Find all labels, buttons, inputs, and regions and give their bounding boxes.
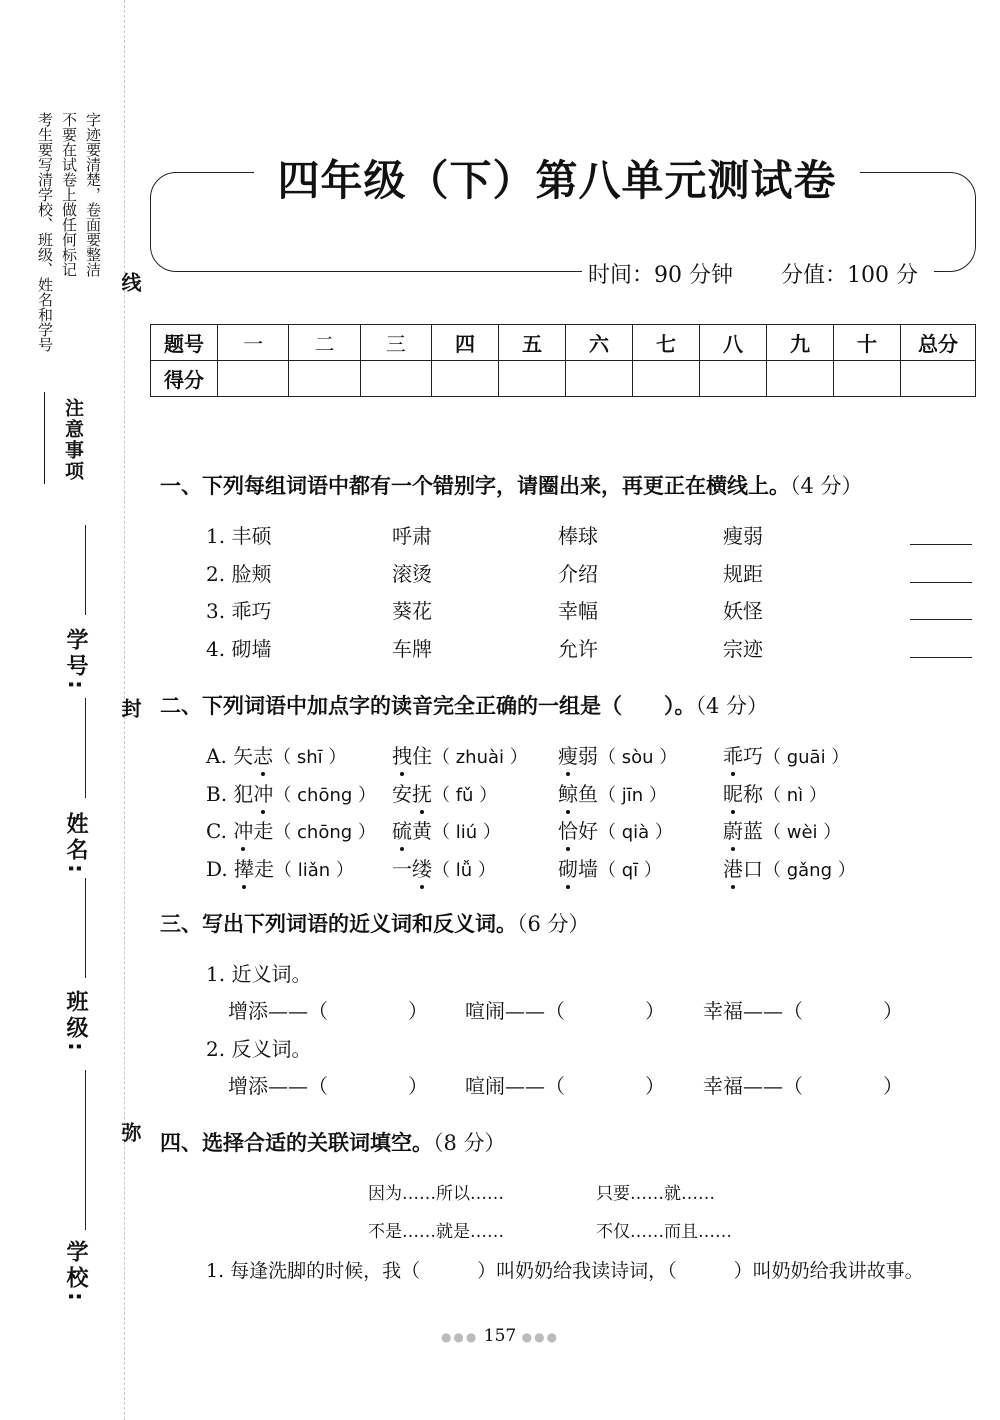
column-header: 十 bbox=[834, 325, 901, 361]
pinyin: （ sòu ） bbox=[598, 747, 678, 768]
score-cell[interactable] bbox=[289, 361, 360, 397]
pinyin: （ gǎng ） bbox=[763, 859, 856, 881]
q1-answer-line[interactable] bbox=[910, 544, 972, 545]
q2-option-word: 港口（ gǎng ） bbox=[723, 853, 856, 882]
q2-option-word: 昵称（ nì ） bbox=[723, 778, 827, 807]
school-field[interactable] bbox=[85, 1070, 86, 1230]
pinyin: （ jīn ） bbox=[598, 784, 667, 806]
column-header: 五 bbox=[499, 325, 566, 361]
column-header: 三 bbox=[360, 325, 431, 361]
question-number-row bbox=[151, 325, 976, 361]
q1-answer-line[interactable] bbox=[910, 582, 972, 583]
q1-answer-line[interactable] bbox=[910, 619, 972, 620]
notes-line-2: 不要在试卷上做任何标记 bbox=[60, 112, 78, 277]
pinyin: （ chōng ） bbox=[273, 784, 377, 806]
q3-antonyms-label: 2. 反义词。 bbox=[206, 1037, 312, 1061]
emphasis-dot-char: 乖 bbox=[723, 740, 743, 769]
pinyin: （ qià ） bbox=[598, 822, 673, 843]
pinyin: （ qī ） bbox=[598, 859, 662, 881]
pinyin: （ nì ） bbox=[763, 784, 827, 806]
q1-word[interactable]: 1. 丰硕 bbox=[206, 524, 272, 548]
q2-option-word: 瘦弱（ sòu ） bbox=[558, 740, 677, 769]
notes-line-1: 考生要写清学校、班级、姓名和学号 bbox=[36, 112, 54, 352]
q1-word[interactable]: 滚烫 bbox=[392, 561, 432, 586]
seal-mark-secret: 弥 bbox=[118, 1122, 142, 1142]
student-id-label: 学号: bbox=[63, 628, 88, 693]
pinyin: （ lǚ ） bbox=[432, 859, 496, 881]
emphasis-dot-char: 硫 bbox=[392, 815, 412, 844]
q1-word[interactable]: 瘦弱 bbox=[723, 524, 763, 548]
column-header: 八 bbox=[700, 325, 767, 361]
q3-antonym-item[interactable]: 喧闹——（ ） bbox=[465, 1074, 665, 1098]
q1-word[interactable]: 3. 乖巧 bbox=[206, 599, 272, 623]
q1-word[interactable]: 允许 bbox=[558, 636, 598, 661]
score-cell[interactable] bbox=[700, 361, 767, 397]
seal-mark-line: 线 bbox=[118, 272, 142, 292]
q1-word[interactable]: 车牌 bbox=[392, 636, 432, 661]
emphasis-dot-char: 撵 bbox=[234, 853, 254, 882]
notes-title: 注意事项 bbox=[62, 398, 84, 482]
name-field[interactable] bbox=[85, 698, 86, 798]
score-cell[interactable] bbox=[633, 361, 700, 397]
column-header: 九 bbox=[767, 325, 834, 361]
pinyin: （ wèi ） bbox=[763, 822, 842, 843]
q3-synonym-item[interactable]: 幸福——（ ） bbox=[703, 999, 903, 1023]
q3-synonym-item[interactable]: 增添——（ ） bbox=[228, 999, 428, 1023]
emphasis-dot-char: 蔚 bbox=[723, 815, 743, 844]
emphasis-dot-char: 港 bbox=[723, 853, 743, 882]
emphasis-dot-char: 砌 bbox=[558, 853, 578, 882]
emphasis-dot-char: 志 bbox=[253, 740, 273, 769]
notes-line-3: 字迹要清楚，卷面要整洁 bbox=[84, 112, 102, 277]
q1-word[interactable]: 2. 脸颊 bbox=[206, 561, 272, 586]
emphasis-dot-char: 抚 bbox=[412, 778, 432, 807]
class-field[interactable] bbox=[85, 878, 86, 978]
q1-word[interactable]: 宗迹 bbox=[723, 636, 763, 661]
score-row bbox=[151, 361, 976, 397]
page-number: ●●● 157 ●●● bbox=[440, 1326, 560, 1346]
q2-option-word: A. 矢志（ shī ） bbox=[206, 740, 346, 769]
class-label: 班级: bbox=[63, 990, 88, 1055]
score-cell[interactable] bbox=[834, 361, 901, 397]
q2-option-word: 拽住（ zhuài ） bbox=[392, 740, 528, 769]
score-label: 得分 bbox=[151, 361, 218, 397]
school-label: 学校: bbox=[63, 1240, 88, 1305]
score-cell[interactable] bbox=[566, 361, 633, 397]
q4-option: 不仅……而且…… bbox=[596, 1222, 732, 1242]
q2-option-word: 蔚蓝（ wèi ） bbox=[723, 815, 841, 844]
q4-heading: 四、选择合适的关联词填空。（8 分） bbox=[160, 1131, 506, 1155]
score-cell[interactable] bbox=[499, 361, 566, 397]
pinyin: （ zhuài ） bbox=[432, 747, 528, 768]
seal-mark-seal: 封 bbox=[118, 698, 142, 718]
score-cell[interactable] bbox=[218, 361, 289, 397]
q2-heading: 二、下列词语中加点字的读音完全正确的一组是（ ）。（4 分） bbox=[160, 694, 769, 718]
q2-option-word: 乖巧（ guāi ） bbox=[723, 740, 849, 769]
column-header: 二 bbox=[289, 325, 360, 361]
q2-option-word: 鲸鱼（ jīn ） bbox=[558, 778, 667, 807]
q3-synonyms-label: 1. 近义词。 bbox=[206, 962, 312, 986]
score-cell[interactable] bbox=[360, 361, 431, 397]
q2-option-word: 砌墙（ qī ） bbox=[558, 853, 662, 882]
pinyin: （ liǎn ） bbox=[274, 859, 354, 881]
column-header: 总分 bbox=[901, 325, 976, 361]
q1-heading: 一、下列每组词语中都有一个错别字，请圈出来，再更正在横线上。（4 分） bbox=[160, 474, 863, 498]
emphasis-dot-char: 鲸 bbox=[558, 778, 578, 807]
q4-option: 不是……就是…… bbox=[368, 1222, 504, 1242]
q3-heading: 三、写出下列词语的近义词和反义词。（6 分） bbox=[160, 912, 590, 936]
q4-option: 只要……就…… bbox=[596, 1184, 715, 1204]
column-header: 四 bbox=[432, 325, 499, 361]
time-limit: 时间：90 分钟 bbox=[588, 263, 733, 288]
emphasis-dot-char: 缕 bbox=[412, 853, 432, 882]
page-title: 四年级（下）第八单元测试卷 bbox=[277, 156, 837, 205]
q1-word[interactable]: 规距 bbox=[723, 561, 763, 586]
score-cell[interactable] bbox=[901, 361, 976, 397]
q3-antonym-item[interactable]: 幸福——（ ） bbox=[703, 1074, 903, 1098]
q3-synonym-item[interactable]: 喧闹——（ ） bbox=[465, 999, 665, 1023]
emphasis-dot-char: 瘦 bbox=[558, 740, 578, 769]
q2-option-word: 一缕（ lǚ ） bbox=[392, 853, 496, 882]
question-number-label: 题号 bbox=[151, 325, 218, 361]
q2-option-word: 安抚（ fǔ ） bbox=[392, 778, 497, 807]
total-score: 分值：100 分 bbox=[781, 263, 918, 288]
q1-word[interactable]: 棒球 bbox=[558, 524, 598, 548]
column-header: 一 bbox=[218, 325, 289, 361]
pinyin: （ shī ） bbox=[273, 747, 347, 768]
q1-word[interactable]: 葵花 bbox=[392, 599, 432, 623]
q1-answer-line[interactable] bbox=[910, 657, 972, 658]
q1-word[interactable]: 幸幅 bbox=[558, 599, 598, 623]
pinyin: （ fǔ ） bbox=[432, 784, 498, 806]
notes-bar bbox=[44, 392, 45, 484]
score-cell[interactable] bbox=[767, 361, 834, 397]
column-header: 六 bbox=[566, 325, 633, 361]
emphasis-dot-char: 拽 bbox=[392, 740, 412, 769]
pinyin: （ guāi ） bbox=[763, 747, 850, 768]
q2-option-word: 恰好（ qià ） bbox=[558, 815, 673, 844]
q1-word[interactable]: 呼肃 bbox=[392, 524, 432, 548]
q2-option-word: D. 撵走（ liǎn ） bbox=[206, 853, 354, 882]
exam-meta bbox=[588, 258, 918, 289]
name-label: 姓名: bbox=[63, 812, 88, 877]
score-cell[interactable] bbox=[432, 361, 499, 397]
emphasis-dot-char: 冲 bbox=[233, 815, 253, 844]
student-id-field[interactable] bbox=[85, 525, 86, 615]
q2-option-word: 硫黄（ liú ） bbox=[392, 815, 501, 844]
q1-word[interactable]: 4. 砌墙 bbox=[206, 636, 272, 661]
column-header: 七 bbox=[633, 325, 700, 361]
score-table bbox=[150, 324, 976, 397]
q2-option-word: C. 冲走（ chōng ） bbox=[206, 815, 376, 844]
q1-word[interactable]: 介绍 bbox=[558, 561, 598, 586]
pinyin: （ chōng ） bbox=[273, 822, 376, 843]
q4-option: 因为……所以…… bbox=[368, 1184, 504, 1204]
q2-option-word: B. 犯冲（ chōng ） bbox=[206, 778, 376, 807]
emphasis-dot-char: 冲 bbox=[253, 778, 273, 807]
emphasis-dot-char: 昵 bbox=[723, 778, 743, 807]
q1-word[interactable]: 妖怪 bbox=[723, 599, 763, 623]
emphasis-dot-char: 恰 bbox=[558, 815, 578, 844]
q4-sentence-1[interactable]: 1. 每逢洗脚的时候，我（ ）叫奶奶给我读诗词，（ ）叫奶奶给我讲故事。 bbox=[206, 1260, 924, 1282]
q3-antonym-item[interactable]: 增添——（ ） bbox=[228, 1074, 428, 1098]
pinyin: （ liú ） bbox=[432, 822, 501, 843]
